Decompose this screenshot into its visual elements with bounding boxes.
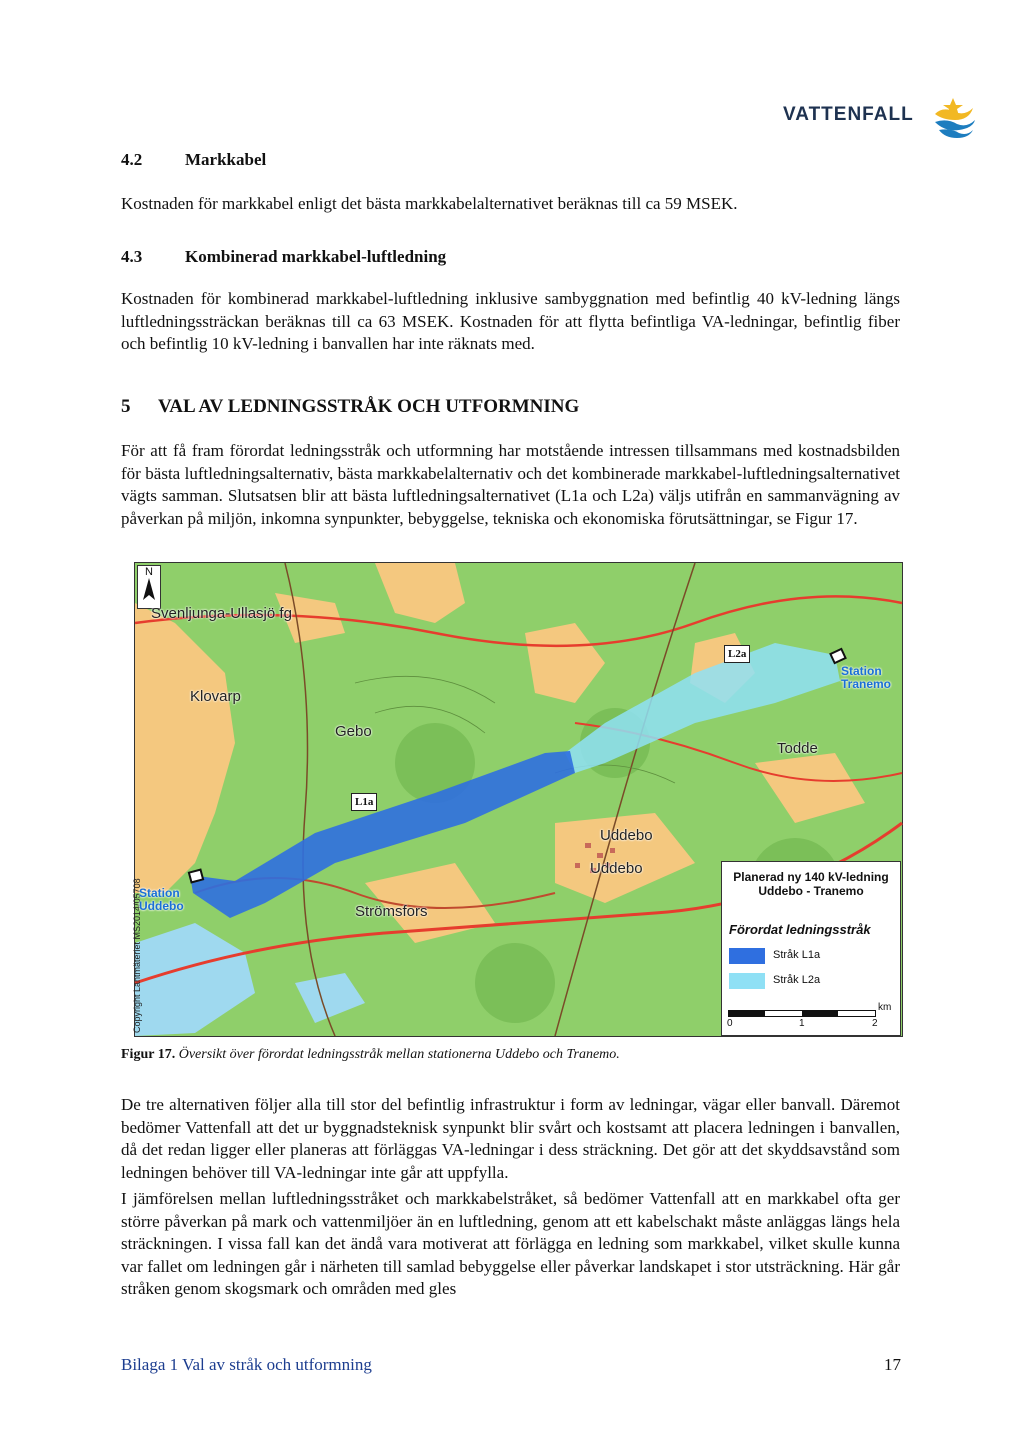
north-arrow-icon (137, 565, 161, 609)
legend-label: Stråk L1a (773, 949, 821, 961)
legend-item-l1a (729, 948, 899, 966)
figure-caption (121, 1047, 620, 1063)
place-label: Strömsfors (355, 903, 428, 920)
legend-subtitle: Förordat ledningsstråk (729, 922, 871, 937)
place-label: Klovarp (190, 688, 241, 705)
legend-title: Planerad ny 140 kV-ledning Uddebo - Tranemo (733, 870, 889, 898)
legend-label: Stråk L2a (773, 974, 821, 986)
caption-text: Översikt över förordat ledningsstråk mellan stationerna Uddebo och Tranemo. (178, 1047, 620, 1062)
legend-swatch (729, 973, 765, 989)
north-label: N (145, 566, 153, 578)
route-map (134, 562, 903, 1037)
station-label-tranemo: Station Tranemo (841, 664, 892, 691)
place-label: Gebo (335, 723, 372, 740)
route-tag-l2a: L2a (724, 645, 750, 663)
section-4-3-body: Kostnaden för kombinerad markkabel-luftledning inklusive sambyggnation med befintlig 40 kV-ledning längs luftledningssträckan beräknas till ca 63 MSEK. Kostnaden för att flytta befintliga VA-ledningar, befintlig fiber och befintlig 10 kV-ledning i banvallen har inte räknats med. (121, 289, 900, 353)
place-label: Todde (777, 740, 818, 757)
body-paragraph: I jämförelsen mellan luftledningsstråket och markkabelstråket, så bedömer Vattenfall att en markkabel ofta ger större påverkan på mark och vattenmiljöer än en luftledning, genom att ett kabelschakt måste anläggas längs hela sträckningen. I vissa fall kan det ändå vara motiverat att förlägga en ledning som markkabel, vilket skulle kunna var fallet om ledningen går i närheten till samlad bebyggelse eller påverkar landskapet i stor utsträckning. Här går stråken genom skogsmark och områden med gles (121, 1189, 900, 1298)
scale-unit: km (878, 1002, 892, 1013)
legend-item-l2a (729, 973, 899, 991)
body-paragraph: De tre alternativen följer alla till stor del befintlig infrastruktur i form av ledningar, vägar eller banvall. Däremot bedömer Vattenfall att det ur byggnadsteknisk synpunkt blir svårt och kostsamt att placera ledningen i banvallen, då det redan ligger eller planeras att förläggas VA-ledningar i dess sträckning. Det gör att det skyddsavstånd som ledningen behöver till VA-ledningar inte går att uppfylla. (121, 1095, 900, 1182)
caption-label: Figur 17. (121, 1047, 176, 1062)
footer-document-title: Bilaga 1 Val av stråk och utformning (121, 1355, 372, 1374)
scale-tick: 0 (727, 1018, 733, 1029)
page-number: 17 (884, 1355, 901, 1374)
section-title: Kombinerad markkabel-luftledning (185, 247, 447, 266)
section-title: Markkabel (185, 150, 267, 169)
section-title: VAL AV LEDNINGSSTRÅK OCH UTFORMNING (158, 396, 580, 417)
section-5-body: För att få fram förordat ledningsstråk och utformning har motstående intressen tillsammans med kostnadsbilden för bästa luftledningsalternativ, bästa markkabelalternativ och det kombinerade markkabel-luftledningsalternativet vägts samman. Slutsatsen blir att bästa luftledningsalternativet (L1a och L2a) väljs utifrån en sammanvägning av påverkan på miljön, inkomna synpunkter, bebyggelse, tekniska och ekonomiska förutsättningar, se Figur 17. (121, 441, 900, 528)
route-tag-l1a: L1a (351, 793, 377, 811)
section-number: 5 (121, 396, 131, 417)
scale-tick: 2 (872, 1018, 878, 1029)
place-label: Uddebo (600, 827, 653, 844)
section-4-2-body: Kostnaden för markkabel enligt det bästa markkabelalternativet beräknas till ca 59 MSEK. (121, 194, 738, 213)
vattenfall-logo-icon (929, 94, 979, 140)
copyright-text: Copyright Lantmäteriet MS2014/05708 (132, 878, 142, 1033)
place-label: Svenljunga-Ullasjö fg (151, 605, 292, 622)
place-label: Uddebo (590, 860, 643, 877)
station-label-uddebo: Station Uddebo (139, 886, 184, 913)
vattenfall-logo (783, 94, 983, 140)
legend-swatch (729, 948, 765, 964)
scale-tick: 1 (799, 1018, 805, 1029)
section-number: 4.2 (121, 150, 143, 169)
scale-bar (728, 1010, 876, 1017)
section-number: 4.3 (121, 247, 143, 266)
map-legend (721, 861, 901, 1036)
logo-text: VATTENFALL (783, 104, 914, 125)
